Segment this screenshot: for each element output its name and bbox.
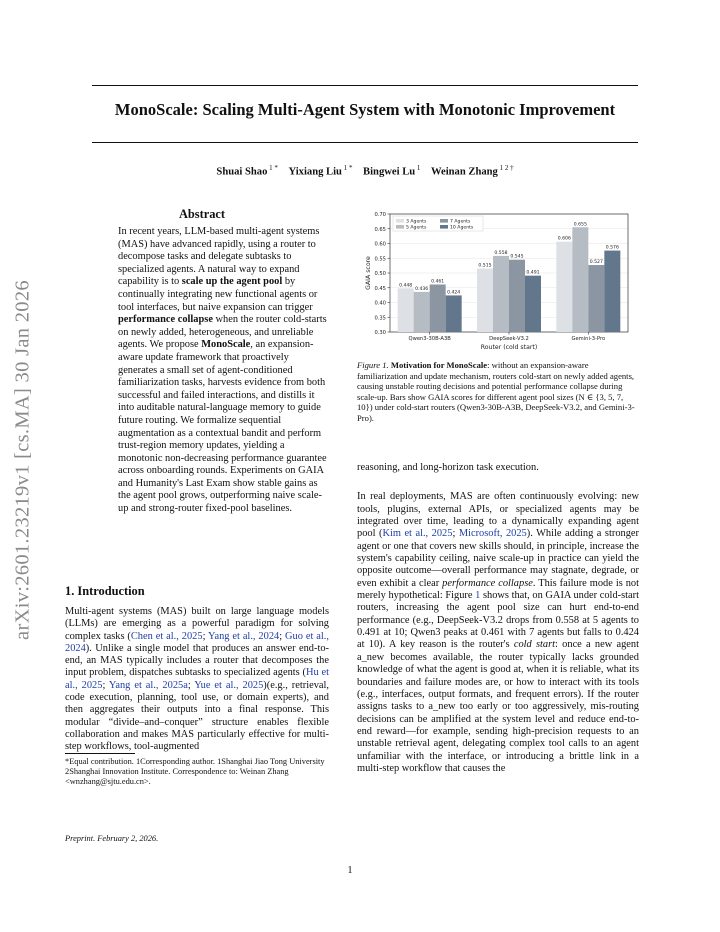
bar-value-label: 0.515 xyxy=(478,263,492,269)
y-tick-label: 0.40 xyxy=(374,300,386,307)
abstract-body xyxy=(118,226,330,516)
arxiv-stamp-text: arXiv:2601.23219v1 [cs.MA] 30 Jan 2026 xyxy=(11,280,34,640)
text-segment: when the router cold-starts on newly added, heterogeneous, and unreliable agents. We propose xyxy=(118,314,327,351)
intro-body xyxy=(65,606,329,754)
bar xyxy=(493,256,509,332)
bar-value-label: 0.576 xyxy=(605,245,619,251)
y-tick-label: 0.30 xyxy=(374,330,386,336)
y-tick-label: 0.50 xyxy=(374,271,386,277)
citation-link[interactable]: 1 xyxy=(475,590,481,602)
text-segment: ; xyxy=(452,528,459,540)
caption-bold: Motivation for MonoScale xyxy=(390,360,488,370)
bar xyxy=(398,288,414,332)
bar xyxy=(525,276,541,332)
text-segment: ). While adding a stronger agent or one that covers new skills should, in principle, increase the system's capability ceiling, naive scale-up in practice can yield the opposite outcome—overall performance may stagnate, degrade, or even exhibit a clear xyxy=(357,528,639,589)
author-affiliation-mark: 1 2 † xyxy=(497,164,514,172)
bar-value-label: 0.461 xyxy=(431,279,445,285)
x-tick-label: Gemini-3-Pro xyxy=(571,336,606,342)
bar xyxy=(477,269,493,332)
legend-label: 10 Agents xyxy=(450,225,474,231)
bar-value-label: 0.491 xyxy=(526,270,540,276)
paper-title: MonoScale: Scaling Multi-Agent System with Monotonic Improvement xyxy=(114,100,616,119)
author-affiliation-mark: 1 * xyxy=(267,164,278,172)
footnote: *Equal contribution. 1Corresponding author. 1Shanghai Jiao Tong University 2Shanghai Innovation Institute. Correspondence to: Weinan Zhang <wnzhang@sjtu.edu.cn>. xyxy=(65,757,325,786)
author-list xyxy=(92,164,638,178)
bar xyxy=(430,285,446,332)
citation-link[interactable]: Guo et al., 2024 xyxy=(65,630,329,654)
arxiv-stamp xyxy=(0,250,46,670)
citation-link[interactable]: Yang et al., 2025a xyxy=(108,679,188,691)
legend-label: 5 Agents xyxy=(406,225,427,231)
bar xyxy=(572,227,588,332)
x-axis-label: Router (cold start) xyxy=(480,344,538,351)
intro-text xyxy=(65,606,329,754)
text-segment: MonoScale xyxy=(201,339,251,351)
text-segment: shows that, on GAIA under cold-start routers, increasing the agent pool size can hurt end-to-end performance (e.g., DeepSeek-V3.2 drops from 0.558 at 5 agents to 0.491 at 10; Qwen3 peaks at 0.461 with 7 agents but falls to 0.424 at 10). A key reason is the router's xyxy=(357,590,639,651)
text-segment: performance collapse xyxy=(442,577,533,589)
y-tick-label: 0.60 xyxy=(374,241,386,248)
bar xyxy=(446,295,462,332)
legend-swatch xyxy=(440,225,448,229)
citation-link[interactable]: Yue et al., 2025 xyxy=(194,679,264,691)
section-heading-introduction: 1. Introduction xyxy=(65,584,145,598)
text-segment: In recent years, LLM-based multi-agent systems (MAS) have advanced rapidly, using a router to decompose tasks and delegate subtasks to specialized agents. A natural way to expand capability is to xyxy=(118,226,320,288)
bar-value-label: 0.545 xyxy=(510,254,524,260)
author-name: Yixiang Liu xyxy=(288,166,342,178)
bar-value-label: 0.655 xyxy=(573,222,587,228)
figure-1-chart xyxy=(362,208,634,354)
caption-label: Figure 1. xyxy=(357,360,389,370)
bar-value-label: 0.448 xyxy=(399,283,413,289)
page-number: 1 xyxy=(347,865,353,876)
title-rule xyxy=(92,142,638,143)
text-segment: : once a new agent a_new becomes available, the router typically lacks grounded knowledge of what the agent is good at, when it is reliable, what its boundaries and failure modes are, or how to interact with its tools (e.g., interfaces, output formats, and frequent errors). If the router assigns tasks to a_new too early or too aggressively, mis-routing decisions can be amplified at the system level and reduce end-to-end reward—for example, sending high-precision requests to an unstable retrieval agent, delegating complex tool calls to an agent unfamiliar with the interface, or introducing a brittle link in a multi-step workflow that causes the xyxy=(357,639,639,774)
bar xyxy=(604,251,620,332)
bar xyxy=(588,265,604,332)
footnote-rule xyxy=(65,753,135,754)
text-segment: )(e.g., retrieval, code execution, planning, tool use, or domain experts), and then aggregates their outputs into a final response. This modular “divide–and–conquer” structure enables flexible collaboration and makes MAS particularly effective for multi-step workflows, tool-augmented xyxy=(65,679,329,753)
citation-link[interactable]: Yang et al., 2024 xyxy=(208,630,280,642)
text-segment: ; xyxy=(279,630,286,642)
legend-label: 3 Agents xyxy=(406,219,427,225)
y-tick-label: 0.45 xyxy=(374,285,386,292)
text-segment: by continually integrating new functional agents or tool interfaces, but naive expansion can trigger xyxy=(118,276,318,313)
right-top-line: reasoning, and long-horizon task execution. xyxy=(357,462,539,473)
right-column xyxy=(357,462,639,775)
citation-link[interactable]: Kim et al., 2025 xyxy=(382,528,453,540)
legend-swatch xyxy=(440,219,448,223)
author-name: Weinan Zhang xyxy=(431,166,498,178)
author-name: Shuai Shao xyxy=(216,166,268,178)
bar xyxy=(414,292,430,332)
caption-rest: : without an expansion-aware familiarization and update mechanism, routers cold-start on newly added agents, causing unstable routing decisions and potential performance collapse during scale-up. Bars show GAIA scores for different agent pool sizes (N ∈ {3, 5, 7, 10}) under cold-start routers (Qwen3-30B-A3B, DeepSeek-V3.2, and Gemini-3-Pro). xyxy=(357,360,635,423)
x-tick-label: Qwen3-30B-A3B xyxy=(408,336,451,342)
text-segment: , an expansion-aware update framework that proactively generates a small set of agent-conditioned familiarization tasks, harvests evidence from both successful and failed interactions, and distills it into auditable natural-language memory to guide future routing. We formalize sequential augmentation as a contextual bandit and perform trust-region memory updates, yielding a monotonic non-decreasing performance guarantee across onboarding rounds. Experiments on GAIA and Humanity's Last Exam show stable gains as the agent pool grows, outperforming naive scale-up and strong-router fixed-pool baselines. xyxy=(118,339,327,515)
x-tick-label: DeepSeek-V3.2 xyxy=(489,336,529,342)
top-rule xyxy=(92,85,638,86)
text-segment: scale up the agent pool xyxy=(181,276,283,288)
text-segment: Multi-agent systems (MAS) built on large language models (LLMs) are emerging as a powerful paradigm for solving complex tasks ( xyxy=(65,606,329,642)
bar-value-label: 0.527 xyxy=(589,260,603,266)
y-tick-label: 0.70 xyxy=(374,212,386,218)
text-segment: ; xyxy=(187,679,195,691)
author-name: Bingwei Lu xyxy=(363,166,416,178)
citation-link[interactable]: Hu et al., 2025 xyxy=(65,667,329,691)
text-segment: ). Unlike a single model that produces an answer end-to-end, an MAS typically includes a router that decomposes the input problem, dispatches subtasks to specialized agents ( xyxy=(65,642,329,679)
citation-link[interactable]: Microsoft, 2025 xyxy=(458,528,527,540)
abstract-heading: Abstract xyxy=(178,207,226,221)
preprint-note: Preprint. February 2, 2026. xyxy=(65,834,159,843)
bar-value-label: 0.436 xyxy=(415,286,429,292)
y-axis-label: GAIA score xyxy=(365,256,372,290)
y-tick-label: 0.55 xyxy=(374,256,386,263)
text-segment: . This failure mode is not merely hypothetical: Figure xyxy=(357,577,639,602)
abstract-text xyxy=(118,226,330,516)
author-affiliation-mark: 1 xyxy=(415,164,421,172)
right-paragraph xyxy=(357,491,639,775)
bar-value-label: 0.424 xyxy=(447,290,461,296)
text-segment: performance collapse xyxy=(118,314,213,326)
author-affiliation-mark: 1 * xyxy=(341,164,353,172)
bar-value-label: 0.606 xyxy=(557,236,571,242)
citation-link[interactable]: Chen et al., 2025 xyxy=(130,630,203,642)
bar xyxy=(509,260,525,332)
y-tick-label: 0.35 xyxy=(374,315,386,322)
legend-label: 7 Agents xyxy=(450,219,471,225)
text-segment: cold start xyxy=(513,639,556,651)
bar-value-label: 0.558 xyxy=(494,250,508,256)
figure-1-caption xyxy=(357,360,639,424)
bar xyxy=(556,242,572,332)
text-segment: ; xyxy=(202,630,208,642)
legend-swatch xyxy=(396,225,404,229)
legend-swatch xyxy=(396,219,404,223)
text-segment: In real deployments, MAS are often continuously evolving: new tools, plugins, external APIs, or specialized agents may be integrated over time, leading to a dynamically expanding agent pool ( xyxy=(357,491,639,540)
y-tick-label: 0.65 xyxy=(374,226,386,233)
text-segment: ; xyxy=(102,679,109,691)
